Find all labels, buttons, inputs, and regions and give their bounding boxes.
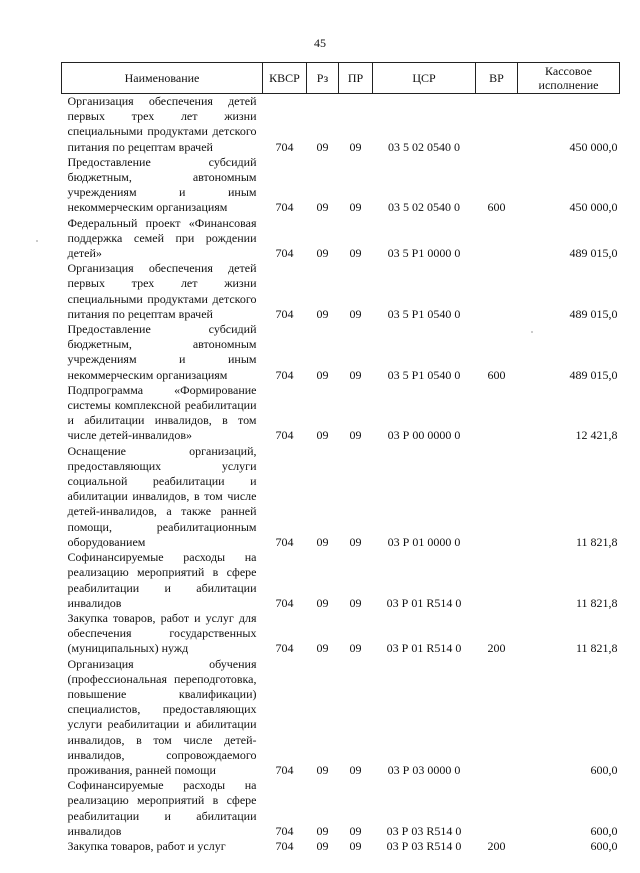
cell-vr — [476, 778, 518, 839]
cell-sum: 489 015,0 — [569, 246, 618, 261]
cell-vr: 600 — [487, 367, 506, 382]
table-body — [62, 94, 620, 855]
cell-kvsr: 704 — [275, 246, 294, 261]
cell-name: Закупка товаров, работ и услуг — [67, 838, 226, 853]
cell-vr — [476, 261, 518, 322]
table-row — [62, 550, 620, 611]
cell-sum: 600,0 — [590, 838, 618, 853]
cell-kvsr: 704 — [275, 762, 294, 777]
cell-pr: 09 — [349, 306, 362, 321]
cell-pr: 09 — [349, 823, 362, 838]
cell-kvsr: 704 — [275, 823, 294, 838]
cell-sum: 600,0 — [590, 823, 618, 838]
cell-rz: 09 — [316, 139, 329, 154]
cell-rz: 09 — [316, 534, 329, 549]
cell-pr: 09 — [349, 641, 362, 656]
cell-csr: 03 5 Р1 0000 0 — [387, 246, 461, 261]
cell-vr — [476, 550, 518, 611]
cell-kvsr: 704 — [275, 595, 294, 610]
cell-sum: 450 000,0 — [569, 200, 618, 215]
cell-name: Федеральный проект «Финансовая поддержка семей при рождении детей» — [67, 215, 257, 261]
cell-kvsr: 704 — [275, 641, 294, 656]
cell-rz: 09 — [316, 838, 329, 853]
cell-sum: 489 015,0 — [569, 306, 618, 321]
budget-table — [61, 62, 620, 854]
cell-name: Софинансируемые расходы на реализацию мероприятий в сфере реабилитации и абилитации инвалидов — [67, 550, 257, 610]
cell-sum: 11 821,8 — [575, 534, 618, 549]
table-row — [62, 611, 620, 657]
cell-csr: 03 Р 01 R514 0 — [386, 595, 462, 610]
cell-rz: 09 — [316, 823, 329, 838]
page-number: 45 — [314, 36, 326, 50]
header-pr: ПР — [339, 63, 373, 94]
table-row — [62, 155, 620, 216]
cell-sum: 11 821,8 — [575, 595, 618, 610]
cell-pr: 09 — [349, 200, 362, 215]
cell-csr: 03 Р 01 0000 0 — [387, 534, 461, 549]
cell-kvsr: 704 — [275, 367, 294, 382]
cell-csr: 03 5 02 0540 0 — [388, 139, 460, 154]
cell-csr: 03 Р 03 R514 0 — [386, 823, 462, 838]
cell-kvsr: 704 — [275, 200, 294, 215]
cell-pr: 09 — [349, 838, 362, 853]
table-row — [62, 94, 620, 155]
cell-pr: 09 — [349, 367, 362, 382]
cell-rz: 09 — [316, 641, 329, 656]
cell-rz: 09 — [316, 367, 329, 382]
cell-name: Софинансируемые расходы на реализацию мероприятий в сфере реабилитации и абилитации инвалидов — [67, 778, 257, 838]
table-row — [62, 383, 620, 444]
cell-rz: 09 — [316, 428, 329, 443]
cell-name: Оснащение организаций, предоставляющих услуги социальной реабилитации и абилитации инвалидов, в том числе детей-инвалидов, а также ранней помощи, реабилитационным оборудованием — [67, 443, 257, 549]
cell-rz: 09 — [316, 595, 329, 610]
cell-csr: 03 5 Р1 0540 0 — [387, 367, 461, 382]
cell-csr: 03 Р 00 0000 0 — [387, 428, 461, 443]
cell-vr: 200 — [487, 838, 506, 853]
cell-csr: 03 Р 03 0000 0 — [387, 762, 461, 777]
cell-pr: 09 — [349, 762, 362, 777]
cell-rz: 09 — [316, 246, 329, 261]
cell-kvsr: 704 — [275, 139, 294, 154]
cell-pr: 09 — [349, 534, 362, 549]
table-row — [62, 839, 620, 854]
cell-sum: 12 421,8 — [575, 428, 618, 443]
cell-vr: 200 — [487, 641, 506, 656]
scan-speck — [36, 240, 38, 242]
cell-vr — [476, 216, 518, 262]
cell-vr — [476, 444, 518, 550]
table-row — [62, 216, 620, 262]
cell-kvsr: 704 — [275, 428, 294, 443]
header-kvsr: КВСР — [263, 63, 307, 94]
cell-rz: 09 — [316, 306, 329, 321]
cell-pr: 09 — [349, 139, 362, 154]
cell-sum: 11 821,8 — [575, 641, 618, 656]
cell-vr — [476, 383, 518, 444]
cell-name: Организация обеспечения детей первых трех лет жизни специальными продуктами детского питания по рецептам врачей — [67, 94, 257, 154]
cell-csr: 03 5 Р1 0540 0 — [387, 306, 461, 321]
cell-vr: 600 — [487, 200, 506, 215]
cell-name: Подпрограмма «Формирование системы комплексной реабилитации и абилитации инвалидов, в том числе детей-инвалидов» — [67, 382, 257, 443]
cell-sum: 489 015,0 — [569, 367, 618, 382]
cell-name: Организация обучения (профессиональная переподготовка, повышение квалификации) специалистов, предоставляющих услуги реабилитации и абилитации инвалидов, в том числе детей-инвалидов, сопровождаемого проживания, ранней помощи — [67, 656, 257, 777]
cell-kvsr: 704 — [275, 534, 294, 549]
cell-pr: 09 — [349, 428, 362, 443]
header-vr: ВР — [476, 63, 518, 94]
cell-vr — [476, 657, 518, 779]
table-row — [62, 444, 620, 550]
cell-csr: 03 Р 03 R514 0 — [386, 838, 462, 853]
cell-pr: 09 — [349, 595, 362, 610]
cell-vr — [476, 94, 518, 155]
table-row — [62, 322, 620, 383]
table-row — [62, 657, 620, 779]
cell-rz: 09 — [316, 762, 329, 777]
cell-name: Закупка товаров, работ и услуг для обеспечения государственных (муниципальных) нужд — [67, 610, 257, 656]
cell-sum: 600,0 — [590, 762, 618, 777]
cell-rz: 09 — [316, 200, 329, 215]
cell-sum: 450 000,0 — [569, 139, 618, 154]
scan-speck — [531, 331, 533, 333]
header-sum: Кассовое исполнение — [518, 63, 620, 94]
cell-name: Предоставление субсидий бюджетным, автономным учреждениям и иным некоммерческим организациям — [67, 154, 257, 215]
cell-csr: 03 Р 01 R514 0 — [386, 641, 462, 656]
cell-pr: 09 — [349, 246, 362, 261]
table-row — [62, 261, 620, 322]
table-header — [62, 63, 620, 94]
cell-name: Организация обеспечения детей первых трех лет жизни специальными продуктами детского питания по рецептам врачей — [67, 261, 257, 321]
header-rz: Рз — [307, 63, 339, 94]
header-csr: ЦСР — [373, 63, 476, 94]
header-name: Наименование — [62, 63, 263, 94]
cell-name: Предоставление субсидий бюджетным, автономным учреждениям и иным некоммерческим организациям — [67, 322, 257, 382]
cell-kvsr: 704 — [275, 838, 294, 853]
cell-kvsr: 704 — [275, 306, 294, 321]
table-row — [62, 778, 620, 839]
cell-csr: 03 5 02 0540 0 — [388, 200, 460, 215]
